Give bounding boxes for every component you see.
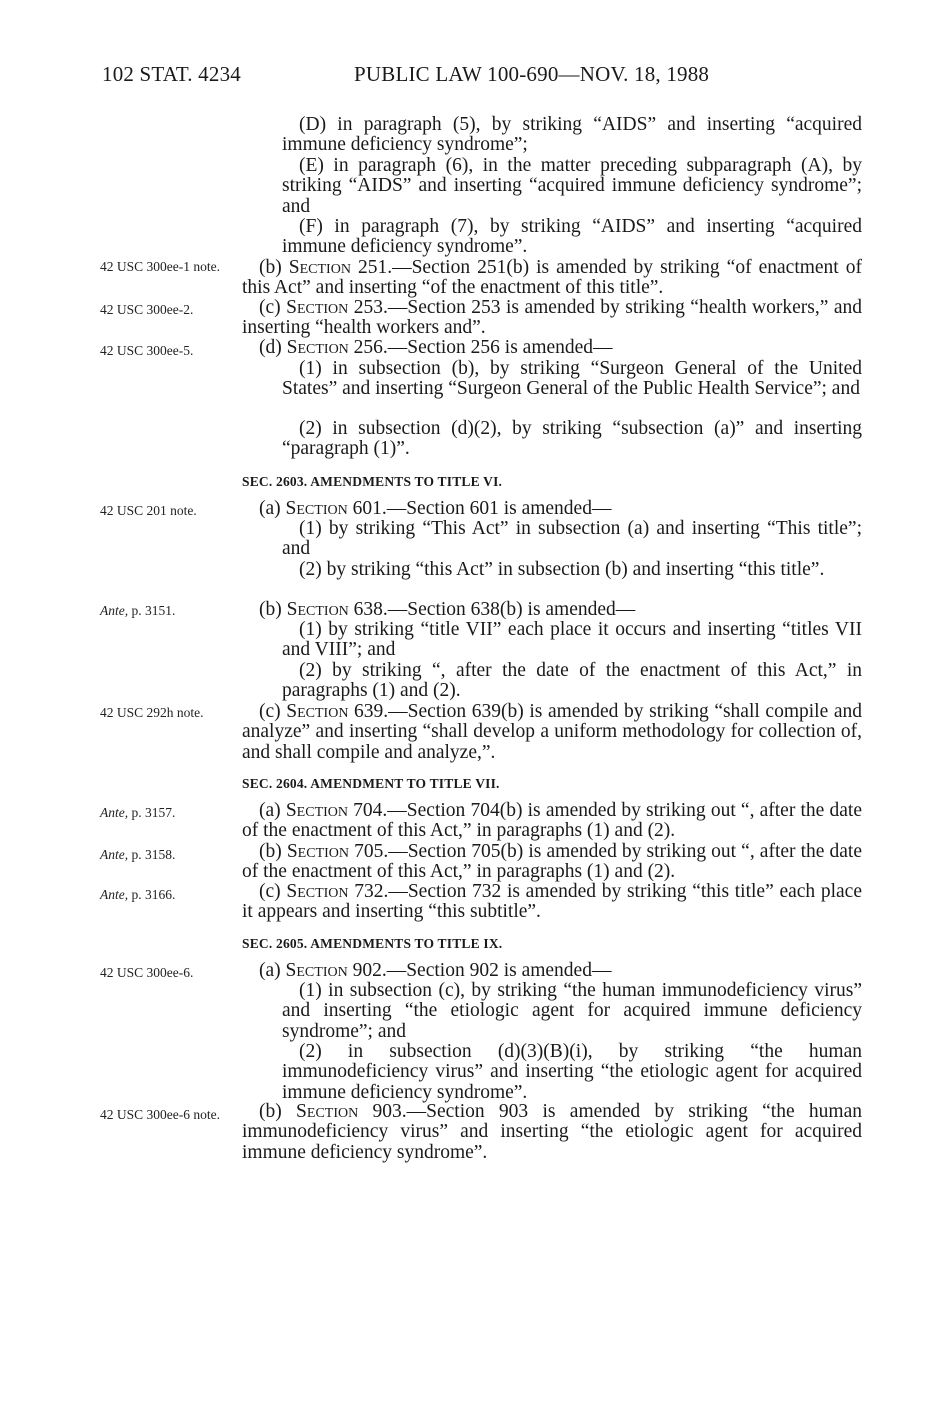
margin-note-ante-3157-rest: p. 3157.: [128, 805, 176, 820]
law-title: PUBLIC LAW 100-690—NOV. 18, 1988: [354, 62, 710, 86]
section-704-keyword: Section: [285, 800, 348, 821]
section-253-label: (c): [259, 297, 287, 318]
paragraph-section-902-item-1: (1) in subsection (c), by striking “the human immunodeficiency virus” and inserting “the etiologic agent for acquired immune deficiency syndrome”; and: [282, 980, 862, 1042]
section-902-label: (a): [259, 960, 286, 981]
paragraph-section-902: [242, 961, 862, 981]
section-256-label: (d): [259, 337, 287, 358]
margin-note-usc-300ee-2: 42 USC 300ee-2.: [100, 302, 194, 317]
paragraph-section-251: [242, 258, 862, 299]
section-704-text: 704.—Section 704(b) is amended by striking out “, after the date of the enactment of this Act,” in paragraphs (1) and (2).: [242, 800, 862, 842]
paragraph-section-639: [242, 702, 862, 763]
margin-note-usc-300ee-6-note: 42 USC 300ee-6 note.: [100, 1107, 220, 1122]
section-705-text: 705.—Section 705(b) is amended by striking out “, after the date of the enactment of this Act,” in paragraphs (1) and (2).: [242, 841, 862, 883]
paragraph-e-para6: (E) in paragraph (6), in the matter preceding subparagraph (A), by striking “AIDS” and inserting “acquired immune deficiency syndrome”; and: [282, 155, 862, 217]
section-639-text: 639.—Section 639(b) is amended by striking “shall compile and analyze” and inserting “shall develop a uniform methodology for collection of, and shall compile and analyze,”.: [242, 701, 862, 763]
section-253-keyword: Section: [286, 297, 349, 318]
section-638-label: (b): [259, 599, 287, 620]
section-902-text: 902.—Section 902 is amended—: [347, 960, 612, 981]
paragraph-section-601-item-1: (1) by striking “This Act” in subsection (a) and inserting “This title”; and: [282, 518, 862, 560]
paragraph-section-902-item-2: (2) in subsection (d)(3)(B)(i), by striking “the human immunodeficiency virus” and inserting “the etiologic agent for acquired immune deficiency syndrome”.: [282, 1041, 862, 1103]
paragraph-section-638: [242, 600, 862, 620]
section-256-text: 256.—Section 256 is amended—: [348, 337, 613, 358]
paragraph-section-601-item-2: (2) by striking “this Act” in subsection (b) and inserting “this title”.: [299, 559, 825, 580]
margin-note-ante-3157-italic: Ante,: [100, 805, 129, 820]
section-732-label: (c): [259, 881, 287, 902]
margin-note-usc-292h: 42 USC 292h note.: [100, 705, 204, 720]
margin-note-usc-201: 42 USC 201 note.: [100, 503, 197, 518]
margin-note-ante-3166-rest: p. 3166.: [128, 887, 176, 902]
margin-note-ante-3151-italic: Ante,: [100, 603, 129, 618]
margin-note-usc-300ee-5: 42 USC 300ee-5.: [100, 343, 194, 358]
margin-note-ante-3151: [100, 602, 235, 619]
section-251-label: (b): [259, 257, 289, 278]
section-638-text: 638.—Section 638(b) is amended—: [348, 599, 636, 620]
margin-note-ante-3157: [100, 804, 235, 821]
margin-note-usc-300ee-6: 42 USC 300ee-6.: [100, 965, 194, 980]
margin-note-ante-3158-rest: p. 3158.: [128, 847, 176, 862]
section-639-keyword: Section: [286, 701, 349, 722]
section-903-text: 903.—Section 903 is amended by striking “the human immunodeficiency virus” and inserting “the etiologic agent for acquired immune deficiency syndrome”.: [242, 1101, 862, 1163]
paragraph-section-704: [242, 801, 862, 842]
section-251-text: 251.—Section 251(b) is amended by striking “of enactment of this Act” and inserting “of the enactment of this title”.: [242, 257, 862, 299]
paragraph-section-705: [242, 842, 862, 883]
section-601-keyword: Section: [285, 498, 348, 519]
section-heading-2605: SEC. 2605. AMENDMENTS TO TITLE IX.: [242, 936, 503, 951]
margin-note-ante-3151-rest: p. 3151.: [128, 603, 176, 618]
section-732-text: 732.—Section 732 is amended by striking “this title” each place it appears and inserting “this subtitle”.: [242, 881, 862, 923]
margin-note-usc-300ee-1: 42 USC 300ee-1 note.: [100, 259, 220, 274]
margin-note-ante-3158: [100, 846, 235, 863]
section-601-text: 601.—Section 601 is amended—: [347, 498, 612, 519]
margin-note-ante-3158-italic: Ante,: [100, 847, 129, 862]
section-639-label: (c): [259, 701, 287, 722]
paragraph-section-256-item-2: (2) in subsection (d)(2), by striking “subsection (a)” and inserting “paragraph (1)”.: [282, 418, 862, 460]
section-902-keyword: Section: [285, 960, 348, 981]
section-903-label: (b): [259, 1101, 297, 1122]
paragraph-section-732: [242, 882, 862, 923]
paragraph-section-601: [242, 499, 862, 519]
paragraph-section-903: [242, 1102, 862, 1163]
section-251-keyword: Section: [288, 257, 351, 278]
paragraph-section-638-item-1: (1) by striking “title VII” each place it occurs and inserting “titles VII and VIII”; and: [282, 619, 862, 661]
section-601-label: (a): [259, 498, 286, 519]
paragraph-section-638-item-2: (2) by striking “, after the date of the enactment of this Act,” in paragraphs (1) and (2).: [282, 660, 862, 702]
paragraph-section-256-item-1: (1) in subsection (b), by striking “Surgeon General of the United States” and inserting “Surgeon General of the Public Health Service”; and: [282, 358, 862, 400]
section-732-keyword: Section: [286, 881, 349, 902]
section-253-text: 253.—Section 253 is amended by striking “health workers,” and inserting “health workers and”.: [242, 297, 862, 339]
margin-note-ante-3166-italic: Ante,: [100, 887, 129, 902]
section-705-label: (b): [259, 841, 287, 862]
paragraph-d-para5: (D) in paragraph (5), by striking “AIDS” and inserting “acquired immune deficiency syndrome”;: [282, 114, 862, 156]
section-705-keyword: Section: [286, 841, 349, 862]
paragraph-section-256: [242, 338, 862, 358]
section-638-keyword: Section: [286, 599, 349, 620]
section-704-label: (a): [259, 800, 286, 821]
paragraph-section-253: [242, 298, 862, 339]
margin-note-ante-3166: [100, 886, 235, 903]
section-903-keyword: Section: [296, 1101, 359, 1122]
section-heading-2603: SEC. 2603. AMENDMENTS TO TITLE VI.: [242, 474, 503, 489]
stat-page-number: 102 STAT. 4234: [102, 62, 241, 86]
section-heading-2604: SEC. 2604. AMENDMENT TO TITLE VII.: [242, 776, 500, 791]
section-256-keyword: Section: [286, 337, 349, 358]
paragraph-f-para7: (F) in paragraph (7), by striking “AIDS” and inserting “acquired immune deficiency syndrome”.: [282, 216, 862, 258]
